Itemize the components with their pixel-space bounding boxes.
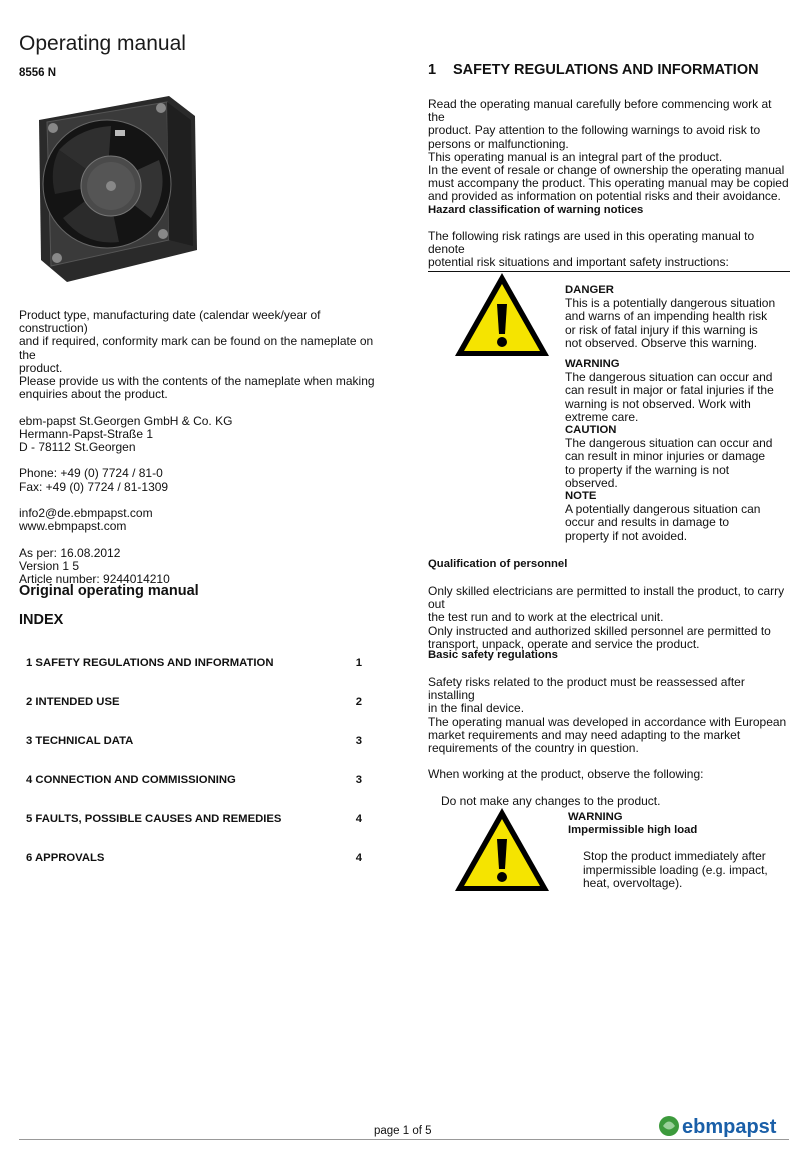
no-changes-line: Do not make any changes to the product.: [441, 793, 661, 808]
warning-text: extreme care.: [565, 409, 639, 424]
fax: Fax: +49 (0) 7724 / 81-1309: [19, 479, 169, 494]
intro-line: must accompany the product. This operating manual may be copied: [428, 176, 789, 191]
intro-line: Read the operating manual carefully before commencing work at the: [428, 97, 772, 125]
page-number: page 1 of 5: [374, 1125, 432, 1137]
basic-line: market requirements and may need adapting to the market: [428, 727, 741, 742]
warning-title: WARNING: [565, 358, 620, 371]
intro-line: Product type, manufacturing date (calendar week/year of construction): [19, 308, 321, 336]
safety-intro: [428, 98, 790, 204]
note-text: occur and results in damage to: [565, 515, 730, 530]
index-item-page: 2: [355, 696, 362, 708]
load-warning: [568, 811, 790, 890]
caution-title: CAUTION: [565, 424, 617, 437]
hazard-intro: [428, 230, 790, 272]
qualification-text: [428, 585, 790, 651]
load-warning-text: Stop the product immediately after: [583, 849, 766, 864]
qual-line: the test run and to work at the electrical unit.: [428, 610, 664, 625]
phone: Phone: +49 (0) 7724 / 81-0: [19, 466, 163, 481]
index-item-page: 4: [355, 852, 362, 864]
company-street: Hermann-Papst-Straße 1: [19, 426, 154, 441]
basic-line: Safety risks related to the product must be reassessed after installing: [428, 675, 745, 703]
note-title: NOTE: [565, 490, 597, 503]
qual-line: transport, unpack, operate and service the product.: [428, 636, 700, 651]
index-item-label: 5 FAULTS, POSSIBLE CAUSES AND REMEDIES: [26, 813, 282, 825]
warning-text: can result in major or fatal injuries if the: [565, 383, 774, 398]
index-item-label: 4 CONNECTION AND COMMISSIONING: [26, 774, 236, 786]
intro-line: This operating manual is an integral part of the product.: [428, 149, 723, 164]
qual-line: Only skilled electricians are permitted to install the product, to carry out: [428, 584, 785, 612]
hazard-heading: Hazard classification of warning notices: [428, 204, 644, 216]
model-number: 8556 N: [19, 67, 57, 79]
email-link[interactable]: info2@de.ebmpapst.com: [19, 506, 153, 520]
load-warning-subtitle: Impermissible high load: [568, 824, 698, 837]
intro-line: and if required, conformity mark can be found on the nameplate on the: [19, 334, 374, 362]
index-item[interactable]: [26, 813, 362, 852]
caution-text: The dangerous situation can occur and: [565, 436, 773, 451]
section-heading: [428, 64, 759, 77]
warning-triangle-icon: [452, 804, 552, 896]
intro-line: persons or malfunctioning.: [428, 136, 569, 151]
index-item-label: 2 INTENDED USE: [26, 696, 120, 708]
hazard-intro-line: The following risk ratings are used in this operating manual to denote: [428, 229, 755, 257]
version: Version 1 5: [19, 558, 80, 573]
danger-text: not observed. Observe this warning.: [565, 335, 758, 350]
load-warning-text: heat, overvoltage).: [583, 875, 683, 890]
original-manual-heading: Original operating manual: [19, 583, 199, 599]
basic-line: requirements of the country in question.: [428, 741, 639, 756]
index-item[interactable]: [26, 774, 362, 813]
qualification-heading: Qualification of personnel: [428, 558, 568, 570]
basic-line: The operating manual was developed in accordance with European: [428, 714, 787, 729]
index-item[interactable]: [26, 657, 362, 696]
note-text: property if not avoided.: [565, 528, 688, 543]
index-item[interactable]: [26, 735, 362, 774]
intro-line: product. Pay attention to the following warnings to avoid risk to: [428, 123, 761, 138]
danger-title: DANGER: [565, 284, 614, 296]
index-item-label: 3 TECHNICAL DATA: [26, 735, 134, 747]
index-item-label: 1 SAFETY REGULATIONS AND INFORMATION: [26, 657, 274, 669]
hazard-levels: [565, 284, 790, 543]
intro-line: and provided as information on potential risks and their avoidance.: [428, 189, 781, 204]
when-working-line: When working at the product, observe the following:: [428, 767, 704, 782]
index-item-page: 4: [355, 813, 362, 825]
article-number: Article number: 9244014210: [19, 572, 170, 586]
warning-triangle-icon: [452, 270, 552, 360]
index-heading: INDEX: [19, 612, 64, 628]
intro-line: Please provide us with the contents of the nameplate when making: [19, 374, 375, 389]
load-warning-text: impermissible loading (e.g. impact,: [583, 862, 768, 877]
index-item-page: 3: [355, 735, 362, 747]
caution-text: observed.: [565, 475, 618, 490]
company-name: ebm-papst St.Georgen GmbH & Co. KG: [19, 413, 233, 428]
warning-text: warning is not observed. Work with: [565, 396, 751, 411]
fan-product-image: [19, 90, 201, 286]
basic-safety-text: [428, 676, 790, 808]
section-title: SAFETY REGULATIONS AND INFORMATION: [453, 62, 759, 78]
load-warning-title: WARNING: [568, 811, 623, 823]
index-item-page: 3: [355, 774, 362, 786]
caution-text: to property if the warning is not: [565, 462, 730, 477]
qual-line: Only instructed and authorized skilled personnel are permitted to: [428, 623, 771, 638]
index-item[interactable]: [26, 852, 362, 891]
logo-text: ebmpapst: [682, 1116, 777, 1138]
as-per-date: As per: 16.08.2012: [19, 545, 121, 560]
warning-text: The dangerous situation can occur and: [565, 370, 773, 385]
index-item-label: 6 APPROVALS: [26, 852, 105, 864]
website-link[interactable]: www.ebmpapst.com: [19, 519, 127, 534]
intro-line: enquiries about the product.: [19, 387, 168, 402]
hazard-intro-line: potential risk situations and important safety instructions:: [428, 256, 790, 271]
section-number: 1: [428, 62, 437, 78]
danger-text: or risk of fatal injury if this warning is: [565, 322, 758, 337]
basic-safety-heading: Basic safety regulations: [428, 649, 558, 661]
caution-text: can result in minor injuries or damage: [565, 449, 766, 464]
document-title: Operating manual: [19, 32, 186, 55]
note-text: A potentially dangerous situation can: [565, 502, 761, 517]
ebmpapst-logo: [658, 1111, 780, 1141]
company-city: D - 78112 St.Georgen: [19, 440, 136, 455]
danger-text: and warns of an impending health risk: [565, 309, 768, 324]
basic-line: in the final device.: [428, 701, 525, 716]
index-list: [26, 657, 362, 891]
intro-line: product.: [19, 360, 63, 375]
index-item-page: 1: [355, 657, 362, 669]
index-item[interactable]: [26, 696, 362, 735]
danger-text: This is a potentially dangerous situation: [565, 296, 776, 311]
left-column: [19, 309, 381, 586]
intro-line: In the event of resale or change of ownership the operating manual: [428, 163, 785, 178]
